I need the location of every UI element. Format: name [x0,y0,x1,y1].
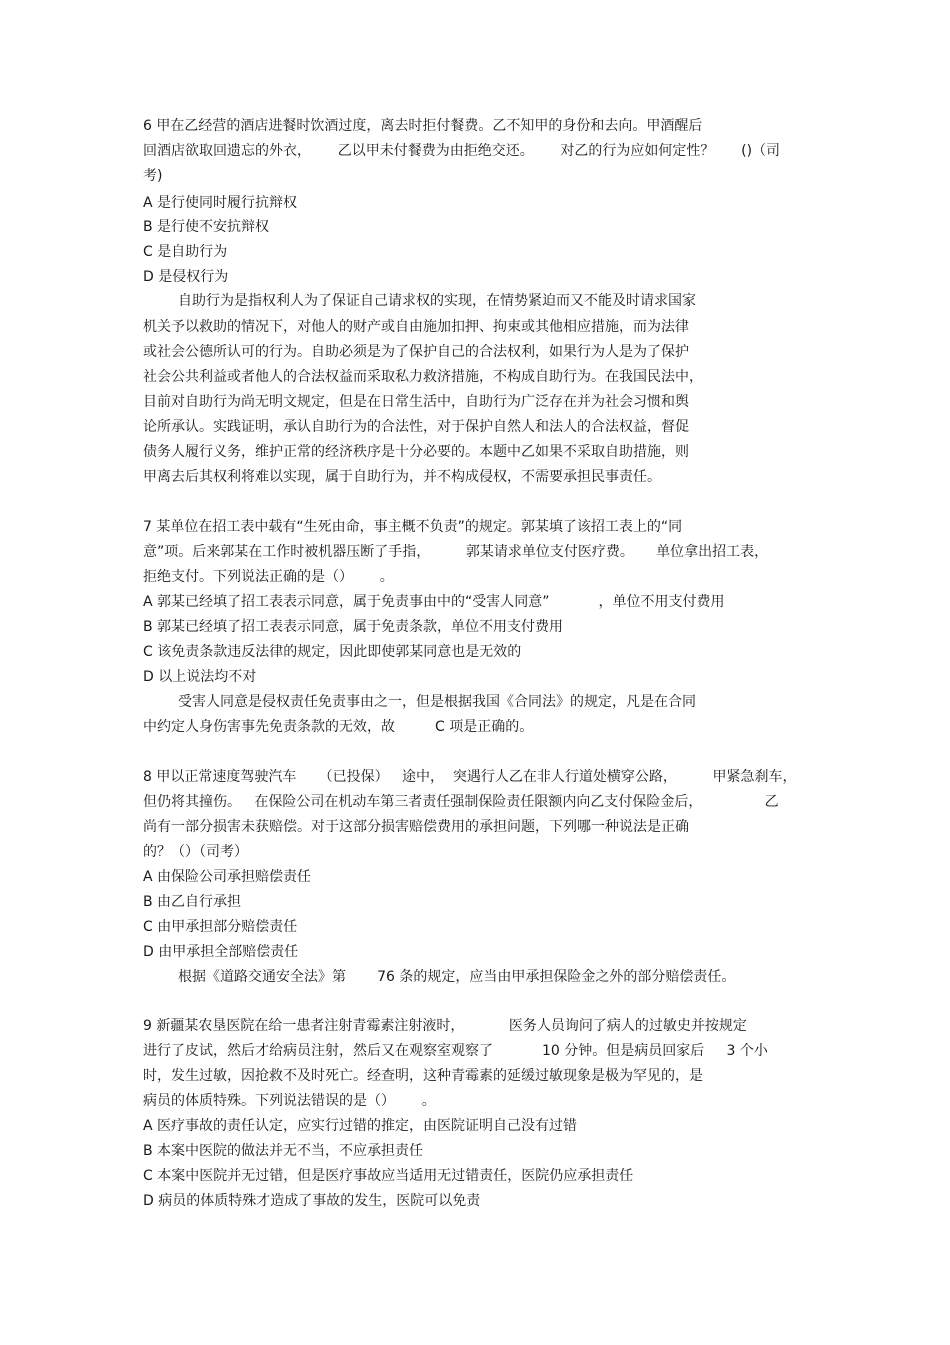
q7-option-a: A 郭某已经填了招工表表示同意，属于免责事由中的“受害人同意” ，单位不用支付费用 [143,594,725,610]
q9-option-d: D 病员的体质特殊才造成了事故的发生，医院可以免责 [143,1193,481,1209]
q6-explanation-line-8: 甲离去后其权利将难以实现，属于自助行为，并不构成侵权，不需要承担民事责任。 [143,469,661,485]
q8-stem-line-1: 8 甲以正常速度驾驶汽车 （已投保） 途中， 突遇行人乙在非人行道处横穿公路， 甲紧急刹车， [143,769,797,785]
q7-explanation-line-1: 受害人同意是侵权责任免责事由之一，但是根据我国《合同法》的规定，凡是在合同 [178,694,696,710]
q8-option-a: A 由保险公司承担赔偿责任 [143,869,312,885]
q6-explanation-line-7: 债务人履行义务，维护正常的经济秩序是十分必要的。本题中乙如果不采取自助措施，则 [143,444,689,460]
q7-stem-line-2: 意”项。后来郭某在工作时被机器压断了手指， 郭某请求单位支付医疗费。 单位拿出招工表， [143,544,769,560]
q6-stem-line-3: 考) [143,168,163,184]
q7-stem-line-1: 7 某单位在招工表中载有“生死由命，事主概不负责”的规定。郭某填了该招工表上的“同 [143,519,683,535]
q9-option-b: B 本案中医院的做法并无不当，不应承担责任 [143,1143,424,1159]
q8-option-c: C 由甲承担部分赔偿责任 [143,919,298,935]
q6-stem-line-1: 6 甲在乙经营的酒店进餐时饮酒过度，离去时拒付餐费。乙不知甲的身份和去向。甲酒醒后 [143,118,703,134]
q8-option-b: B 由乙自行承担 [143,894,242,910]
q6-explanation-line-4: 社会公共利益或者他人的合法权益而采取私力救济措施，不构成自助行为。在我国民法中， [143,369,703,385]
q6-explanation-line-1: 自助行为是指权利人为了保证自己请求权的实现，在情势紧迫而又不能及时请求国家 [178,293,696,309]
q6-stem-line-2: 回酒店欲取回遗忘的外衣， 乙以甲未付餐费为由拒绝交还。 对乙的行为应如何定性？ ()（司 [143,143,781,159]
q7-option-b: B 郭某已经填了招工表表示同意，属于免责条款，单位不用支付费用 [143,619,564,635]
q9-stem-line-1: 9 新疆某农垦医院在给一患者注射青霉素注射液时， 医务人员询问了病人的过敏史并按规定 [143,1018,747,1034]
q7-option-c: C 该免责条款违反法律的规定，因此即使郭某同意也是无效的 [143,644,522,660]
q6-option-d: D 是侵权行为 [143,269,229,285]
q6-explanation-line-6: 论所承认。实践证明，承认自助行为的合法性，对于保护自然人和法人的合法权益，督促 [143,419,689,435]
q6-option-b: B 是行使不安抗辩权 [143,219,270,235]
q8-option-d: D 由甲承担全部赔偿责任 [143,944,299,960]
q6-explanation-line-3: 或社会公德所认可的行为。自助必须是为了保护自己的合法权利，如果行为人是为了保护 [143,344,689,360]
q8-explanation-line-1: 根据《道路交通安全法》第 76 条的规定，应当由甲承担保险金之外的部分赔偿责任。 [178,969,736,985]
q7-option-d: D 以上说法均不对 [143,669,257,685]
q6-option-a: A 是行使同时履行抗辩权 [143,195,298,211]
q6-explanation-line-5: 目前对自助行为尚无明文规定，但是在日常生活中，自助行为广泛存在并为社会习惯和舆 [143,394,689,410]
q6-option-c: C 是自助行为 [143,244,228,260]
q7-explanation-line-2: 中约定人身伤害事先免责条款的无效，故 C 项是正确的。 [143,719,534,735]
q8-stem-line-2: 但仍将其撞伤。 在保险公司在机动车第三者责任强制保险责任限额内向乙支付保险金后， 乙 [143,794,779,810]
q7-stem-line-3: 拒绝支付。下列说法正确的是（） 。 [143,569,394,585]
q9-option-c: C 本案中医院并无过错，但是医疗事故应当适用无过错责任，医院仍应承担责任 [143,1168,634,1184]
q6-explanation-line-2: 机关予以救助的情况下，对他人的财产或自由施加扣押、拘束或其他相应措施，而为法律 [143,319,689,335]
q9-stem-line-4: 病员的体质特殊。下列说法错误的是（） 。 [143,1093,436,1109]
q8-stem-line-3: 尚有一部分损害未获赔偿。对于这部分损害赔偿费用的承担问题，下列哪一种说法是正确 [143,819,689,835]
q9-stem-line-3: 时，发生过敏，因抢救不及时死亡。经查明，这种青霉素的延缓过敏现象是极为罕见的，是 [143,1068,703,1084]
q9-stem-line-2: 进行了皮试，然后才给病员注射，然后又在观察室观察了 10 分钟。但是病员回家后 3 个小 [143,1043,768,1059]
q8-stem-line-4: 的？（）（司考） [143,844,248,860]
q9-option-a: A 医疗事故的责任认定，应实行过错的推定，由医院证明自己没有过错 [143,1118,578,1134]
